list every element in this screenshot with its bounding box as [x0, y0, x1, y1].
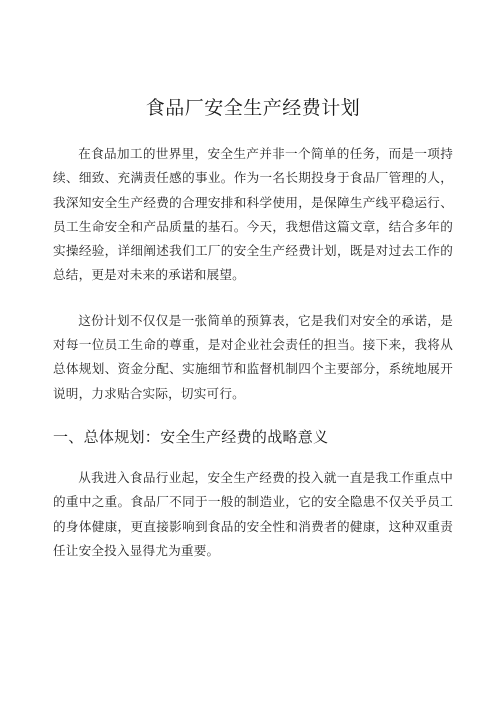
intro-paragraph-2: 这份计划不仅仅是一张简单的预算表，它是我们对安全的承诺，是对每一位员工生命的尊重，是对企业社会责任的担当。接下来，我将从总体规划、资金分配、实施细节和监督机制四个主要部分，系统地展开说明，力求贴合实际，切实可行。 [53, 312, 453, 401]
document-title: 食品厂安全生产经费计划 [145, 97, 361, 119]
section-paragraph: 从我进入食品行业起，安全生产经费的投入就一直是我工作重点中的重中之重。食品厂不同于一般的制造业，它的安全隐患不仅关乎员工的身体健康，更直接影响到食品的安全性和消费者的健康，这种双重责任让安全投入显得尤为重要。 [53, 469, 453, 558]
intro-paragraph-1: 在食品加工的世界里，安全生产并非一个简单的任务，而是一项持续、细致、充满责任感的事业。作为一名长期投身于食品厂管理的人，我深知安全生产经费的合理安排和科学使用，是保障生产线平稳运行、员工生命安全和产品质量的基石。今天，我想借这篇文章，结合多年的实操经验，详细阐述我们工厂的安全生产经费计划，既是对过去工作的总结，更是对未来的承诺和展望。 [53, 146, 453, 283]
section-heading: 一、总体规划：安全生产经费的战略意义 [53, 427, 329, 446]
